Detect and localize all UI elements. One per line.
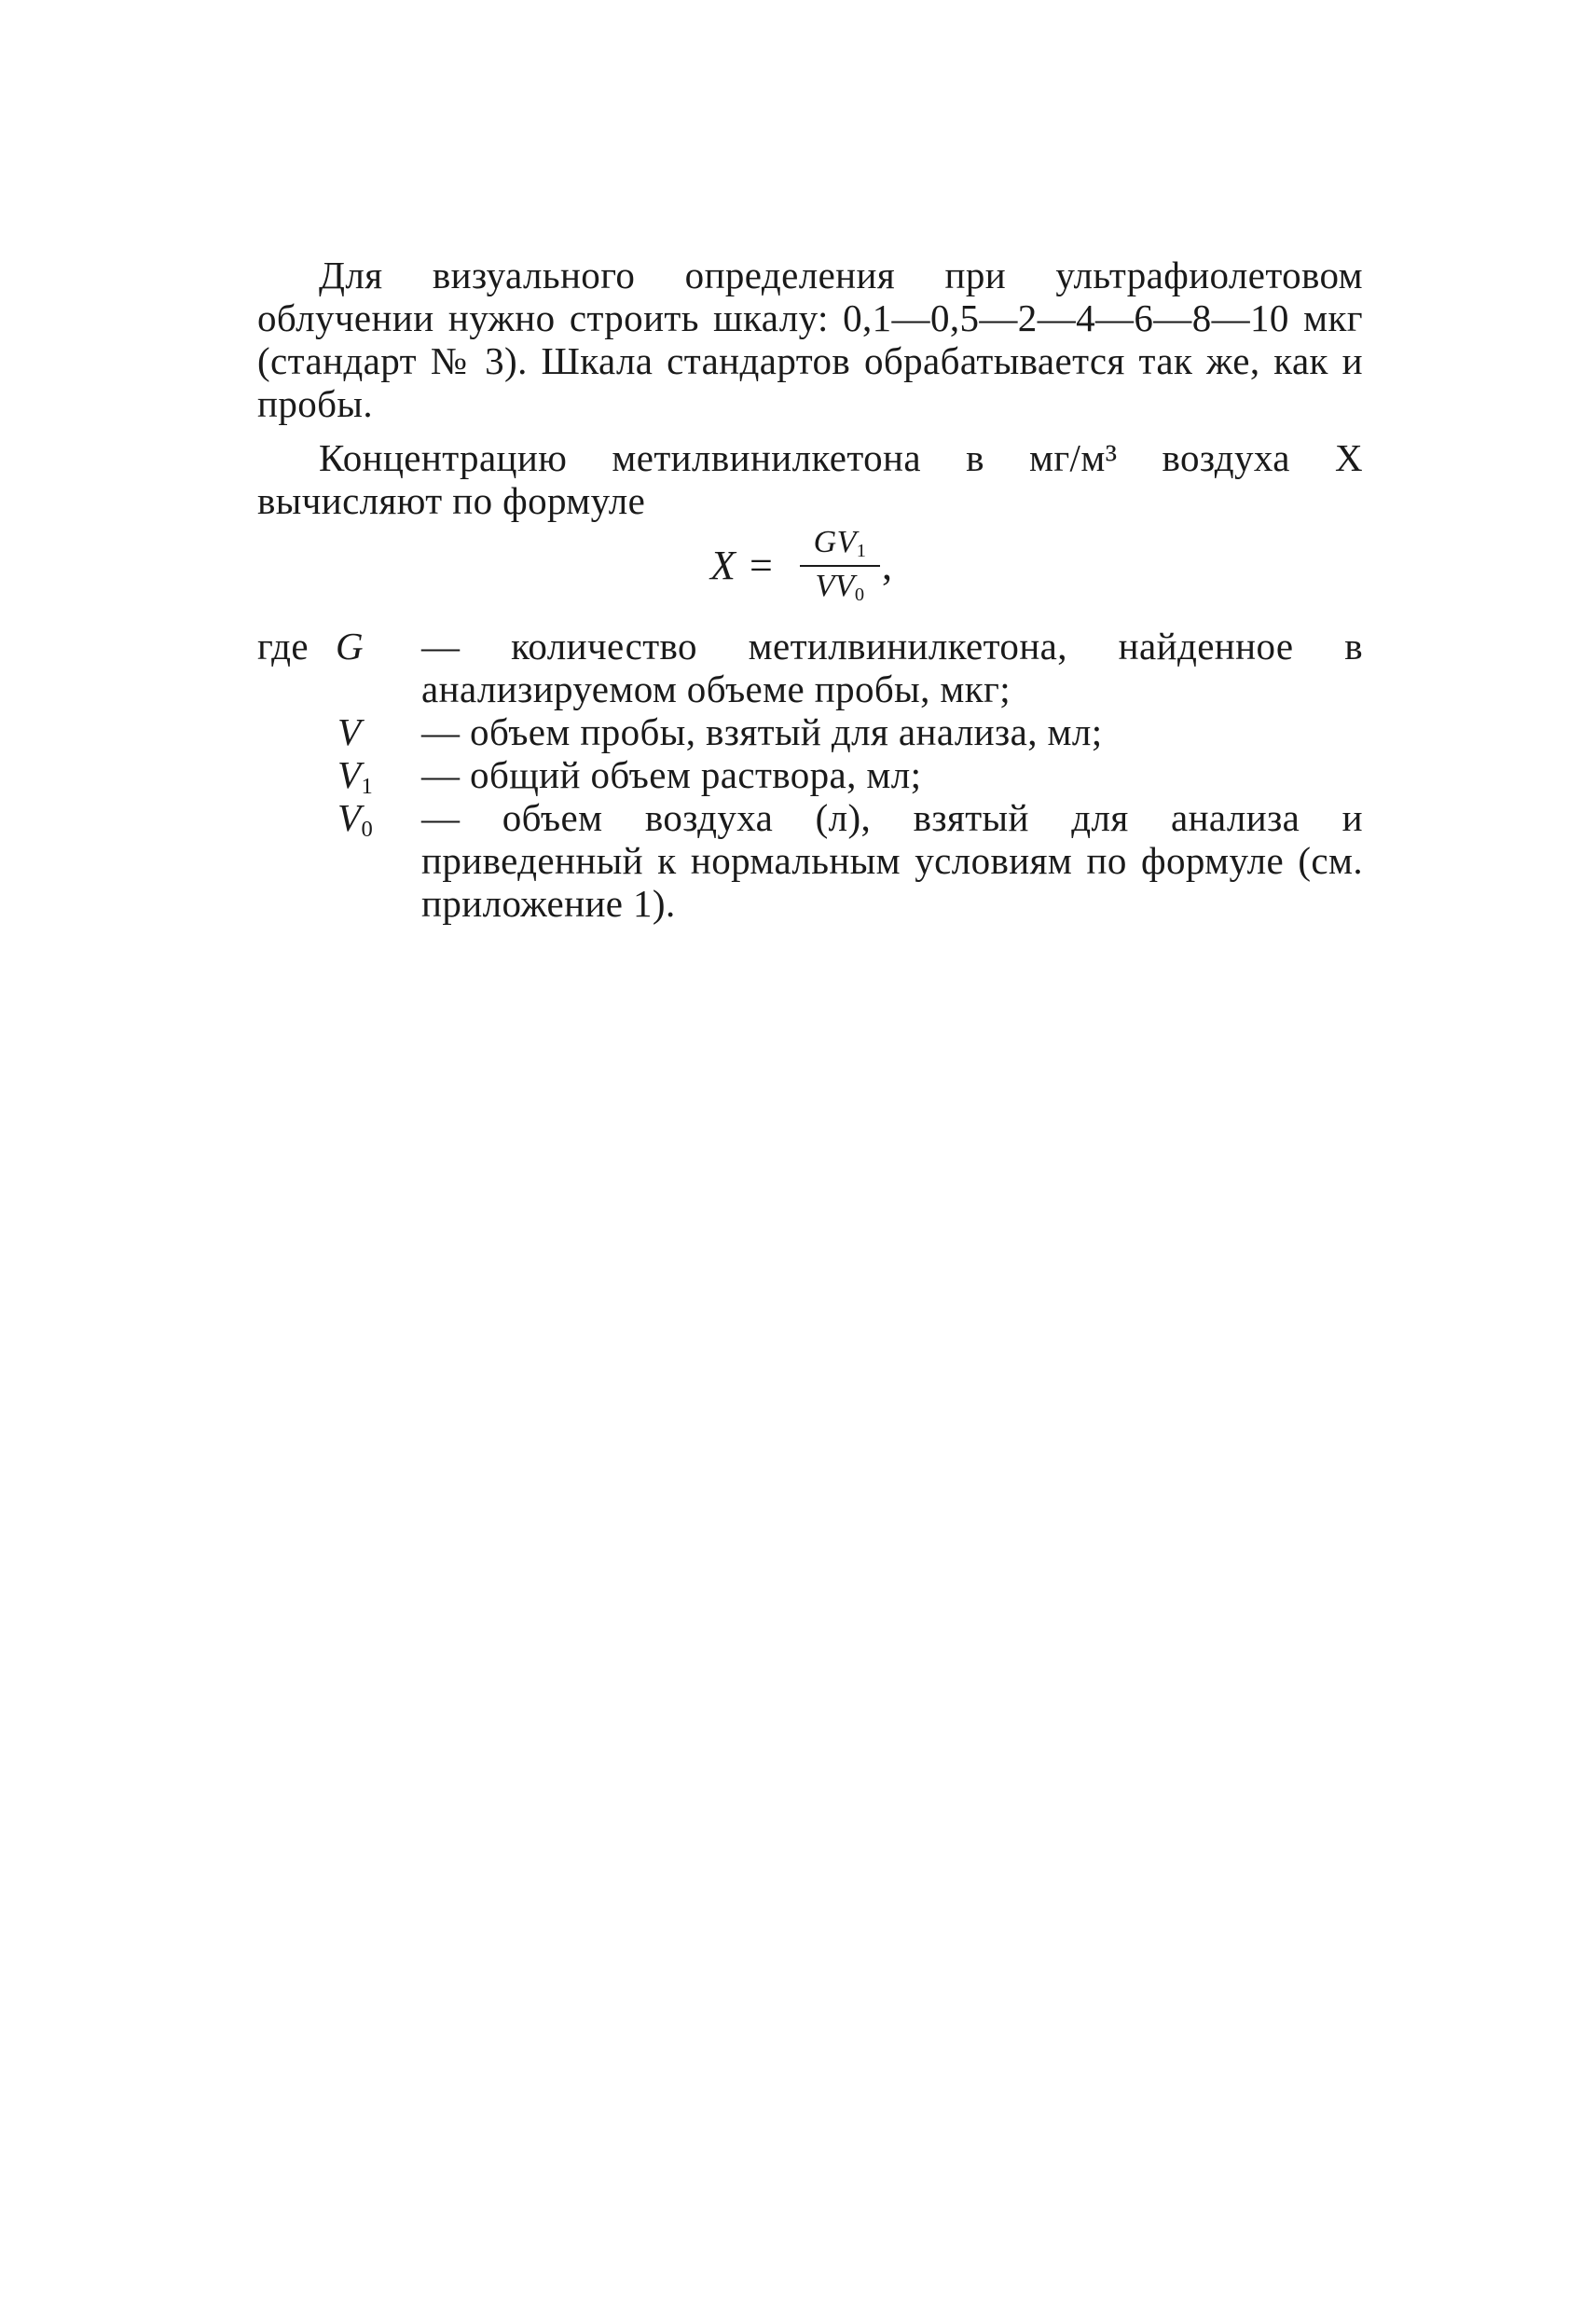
definition-V0 <box>257 796 1363 925</box>
definition-symbol: $V_0$ <box>337 796 374 843</box>
definition-text: — общий объем раствора, мл; <box>421 753 922 796</box>
paragraph-concentration: Концентрацию метилвинилкетона в мг/м³ воздуха X вычисляют по формуле <box>257 436 1363 522</box>
definition-text: — количество метилвинилкетона, найденное в анализируемом объеме пробы, мкг; <box>421 625 1363 710</box>
formula-comma: , <box>882 543 893 588</box>
formula-denominator: $VV_0$ <box>815 569 865 606</box>
formula-equals: = <box>750 543 774 588</box>
text-block <box>257 254 1363 925</box>
definition-symbol: $V_1$ <box>337 753 374 800</box>
definition-text: — объем воздуха (л), взятый для анализа и приведенный к нормальным условиям по формуле (см. приложение 1). <box>421 796 1363 925</box>
definition-V <box>257 710 1363 753</box>
formula-numerator: $GV_1$ <box>813 525 867 562</box>
definitions-lead: где <box>257 625 310 668</box>
formula-lhs: X <box>710 543 736 588</box>
definition-V1 <box>257 753 1363 800</box>
fraction-bar <box>800 565 880 567</box>
formula <box>257 524 1363 608</box>
paragraph-scale: Для визуального определения при ультрафиолетовом облучении нужно строить шкалу: 0,1—0,5—2—4—6—8—10 мкг (стандарт № 3). Шкала стандартов обрабатывается так же, как и пробы. <box>257 254 1363 425</box>
definition-symbol: G <box>336 625 365 668</box>
definition-symbol: V <box>337 710 362 753</box>
definition-text: — объем пробы, взятый для анализа, мл; <box>421 710 1103 753</box>
definition-G <box>257 625 1363 710</box>
definitions-list <box>257 625 1363 925</box>
formula-fraction <box>798 524 882 608</box>
